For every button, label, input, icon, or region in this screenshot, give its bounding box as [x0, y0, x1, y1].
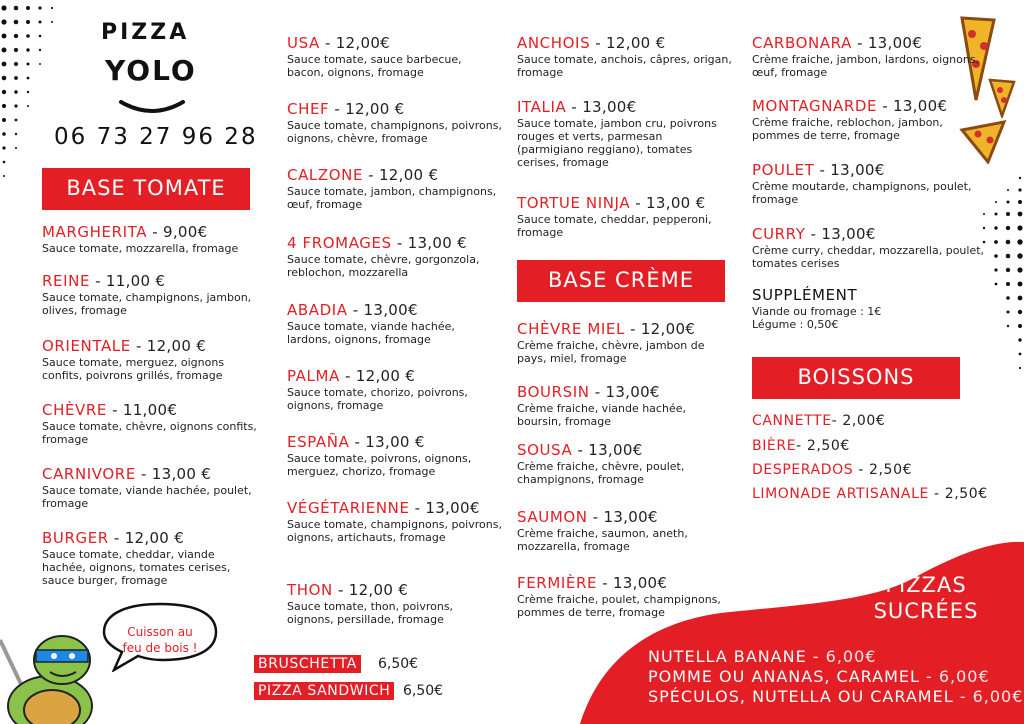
item-description: Sauce tomate, merguez, oignons confits, poivrons grillés, fromage: [42, 356, 225, 382]
item-description: Sauce tomate, chèvre, gorgonzola, reblochon, mozzarella: [287, 253, 480, 279]
bubble-text: [108, 624, 212, 656]
item-name: PALMA: [287, 367, 340, 385]
sweet-price: - 6,00€: [926, 667, 990, 686]
item-name: REINE: [42, 272, 91, 290]
menu-item: [287, 99, 502, 145]
item-price: - 12,00€: [630, 320, 696, 338]
item-price: - 13,00€: [857, 34, 923, 52]
item-name: CHÈVRE: [42, 401, 107, 419]
item-description: Sauce tomate, jambon cru, poivrons rouges et verts, parmesan (parmigiano reggiano), tomates cerises, fromage: [517, 117, 717, 169]
menu-item: [517, 193, 732, 239]
smile-icon: [117, 98, 187, 118]
item-name: SAUMON: [517, 508, 588, 526]
menu-item: [517, 97, 732, 169]
menu-item: [517, 319, 732, 365]
bubble-line-2: feu de bois !: [122, 641, 198, 655]
item-description: Sauce tomate, jambon, champignons, œuf, fromage: [287, 185, 497, 211]
extra-tag-pizza-sandwich: PIZZA SANDWICH: [254, 682, 394, 700]
item-price: - 13,00€: [882, 97, 948, 115]
menu-item: [287, 33, 502, 79]
item-name: SOUSA: [517, 441, 573, 459]
item-description: Sauce tomate, chorizo, poivrons, oignons, fromage: [287, 386, 468, 412]
sweet-name: POMME OU ANANAS, CARAMEL: [648, 667, 920, 686]
item-price: - 12,00 €: [135, 337, 207, 355]
drink-price: - 2,00€: [831, 413, 886, 429]
drink-price: - 2,50€: [934, 486, 988, 502]
drink-item: [752, 486, 988, 502]
menu-item: [752, 160, 992, 206]
menu-item: [287, 432, 502, 478]
sweet-price: - 6,00€: [812, 647, 877, 666]
menu-item: [517, 33, 732, 79]
item-price: - 13,00 €: [396, 234, 467, 252]
item-description: Sauce tomate, cheddar, pepperoni, fromage: [517, 213, 712, 239]
logo: [95, 20, 215, 120]
item-price: - 13,00€: [819, 161, 885, 179]
sweet-item: [648, 687, 1023, 706]
item-name: ORIENTALE: [42, 337, 131, 355]
drink-item: [752, 438, 850, 454]
item-description: Crème fraiche, chèvre, poulet, champignons, fromage: [517, 460, 685, 486]
sweet-item: [648, 647, 876, 666]
ninja-turtle-illustration: [0, 620, 110, 724]
menu-item: [517, 573, 732, 619]
sweet-item: [648, 667, 990, 686]
item-description: Sauce tomate, champignons, poivrons, oignons, artichauts, fromage: [287, 518, 502, 544]
supplement-line-2: Légume : 0,50€: [752, 318, 839, 331]
item-price: - 12,00 €: [368, 166, 439, 184]
pizzas-sucrees-line-2: SUCRÉES: [873, 599, 979, 623]
pizzas-sucrees-line-1: PIZZAS: [885, 573, 967, 597]
item-description: Crème fraiche, saumon, aneth, mozzarella, fromage: [517, 527, 688, 553]
item-description: Sauce tomate, mozzarella, fromage: [42, 242, 239, 255]
menu-item: [752, 33, 992, 79]
menu-item: [287, 233, 502, 279]
item-description: Sauce tomate, chèvre, oignons confits, fromage: [42, 420, 257, 446]
item-description: Sauce tomate, sauce barbecue, bacon, oignons, fromage: [287, 53, 462, 79]
item-name: MARGHERITA: [42, 223, 148, 241]
item-price: - 13,00€: [571, 98, 637, 116]
item-name: ITALIA: [517, 98, 567, 116]
menu-item: [287, 165, 502, 211]
item-price: - 13,00 €: [141, 465, 212, 483]
sweet-name: NUTELLA BANANE: [648, 647, 807, 666]
drink-item: [752, 413, 885, 429]
item-description: Crème fraiche, chèvre, jambon de pays, miel, fromage: [517, 339, 705, 365]
item-name: CALZONE: [287, 166, 364, 184]
item-name: BOURSIN: [517, 383, 590, 401]
supplement-details: [752, 305, 881, 331]
halftone-dots-right: [960, 170, 1024, 430]
extra-price-bruschetta: 6,50€: [378, 656, 419, 672]
item-description: Crème fraiche, reblochon, jambon, pommes de terre, fromage: [752, 116, 943, 142]
item-price: - 11,00€: [112, 401, 178, 419]
item-description: Sauce tomate, champignons, jambon, olives, fromage: [42, 291, 252, 317]
item-name: ABADIA: [287, 301, 348, 319]
extra-tag-bruschetta: BRUSCHETTA: [254, 655, 361, 673]
item-price: - 12,00 €: [337, 581, 409, 599]
logo-pizza-text: PIZZA: [101, 20, 190, 45]
section-base-creme: BASE CRÈME: [517, 260, 725, 302]
drink-price: - 2,50€: [858, 462, 913, 478]
item-price: - 12,00 €: [595, 34, 666, 52]
item-price: - 13,00€: [592, 508, 658, 526]
item-name: CARNIVORE: [42, 465, 136, 483]
menu-item: [42, 464, 257, 510]
item-name: THON: [287, 581, 333, 599]
sweet-price: - 6,00€: [959, 687, 1024, 706]
item-name: BURGER: [42, 529, 109, 547]
item-name: USA: [287, 34, 320, 52]
menu-item: [517, 507, 732, 553]
item-price: - 12,00 €: [113, 529, 185, 547]
menu-item: [517, 382, 732, 428]
item-description: Sauce tomate, thon, poivrons, oignons, persillade, fromage: [287, 600, 454, 626]
item-name: POULET: [752, 161, 815, 179]
item-price: - 13,00€: [352, 301, 418, 319]
item-description: Sauce tomate, viande hachée, poulet, fromage: [42, 484, 252, 510]
item-name: CARBONARA: [752, 34, 852, 52]
item-description: Crème curry, cheddar, mozzarella, poulet, tomates cerises: [752, 244, 985, 270]
item-price: - 12,00 €: [345, 367, 416, 385]
item-name: CURRY: [752, 225, 806, 243]
item-description: Crème fraiche, viande hachée, boursin, fromage: [517, 402, 686, 428]
item-name: ESPAÑA: [287, 433, 350, 451]
item-price: - 11,00 €: [95, 272, 166, 290]
menu-item: [42, 528, 257, 587]
bubble-line-1: Cuisson au: [127, 625, 193, 639]
item-name: FERMIÈRE: [517, 574, 598, 592]
item-price: - 9,00€: [152, 223, 208, 241]
item-price: - 13,00€: [594, 383, 660, 401]
section-base-tomate: BASE TOMATE: [42, 168, 250, 210]
menu-item: [42, 400, 257, 446]
drink-item: [752, 462, 912, 478]
item-name: VÉGÉTARIENNE: [287, 499, 410, 517]
item-description: Crème fraiche, poulet, champignons, pommes de terre, fromage: [517, 593, 721, 619]
menu-item: [287, 300, 502, 346]
item-description: Crème moutarde, champignons, poulet, fromage: [752, 180, 972, 206]
item-description: Sauce tomate, viande hachée, lardons, oignons, fromage: [287, 320, 455, 346]
item-price: - 12,00€: [324, 34, 391, 52]
item-name: CHÈVRE MIEL: [517, 320, 625, 338]
menu-item: [42, 222, 257, 255]
drink-name: DESPERADOS: [752, 462, 854, 478]
section-boissons: BOISSONS: [752, 357, 960, 399]
item-name: ANCHOIS: [517, 34, 591, 52]
item-description: Sauce tomate, champignons, poivrons, oignons, chèvre, fromage: [287, 119, 502, 145]
menu-item: [517, 440, 732, 486]
drink-price: - 2,50€: [796, 438, 850, 454]
item-description: Crème fraiche, jambon, lardons, oignons, œuf, fromage: [752, 53, 980, 79]
pizza-slice-icon: [988, 78, 1018, 118]
item-price: - 13,00 €: [354, 433, 425, 451]
item-description: Sauce tomate, cheddar, viande hachée, oignons, tomates cerises, sauce burger, fromage: [42, 548, 231, 587]
item-name: CHEF: [287, 100, 330, 118]
extra-price-pizza-sandwich: 6,50€: [403, 683, 444, 699]
item-name: MONTAGNARDE: [752, 97, 878, 115]
menu-item: [42, 336, 257, 382]
section-pizzas-sucrees: [858, 572, 994, 624]
menu-item: [287, 366, 502, 412]
item-name: TORTUE NINJA: [517, 194, 631, 212]
menu-item: [752, 96, 992, 142]
item-price: - 13,00€: [810, 225, 876, 243]
logo-yolo-text: YOLO: [105, 54, 197, 87]
phone-number: 06 73 27 96 28: [54, 124, 258, 150]
supplement-line-1: Viande ou fromage : 1€: [752, 305, 882, 318]
menu-item: [752, 224, 992, 270]
item-name: 4 FROMAGES: [287, 234, 392, 252]
item-price: - 13,00 €: [635, 194, 706, 212]
drink-name: LIMONADE ARTISANALE: [752, 486, 929, 502]
item-price: - 12,00 €: [334, 100, 405, 118]
menu-item: [287, 498, 502, 544]
menu-item: [42, 271, 257, 317]
item-description: Sauce tomate, anchois, câpres, origan, fromage: [517, 53, 732, 79]
item-price: - 13,00€: [414, 499, 480, 517]
item-price: - 13,00€: [602, 574, 668, 592]
drink-name: BIÈRE: [752, 438, 797, 454]
menu-item: [287, 580, 502, 626]
sweet-name: SPÉCULOS, NUTELLA OU CARAMEL: [648, 687, 954, 706]
item-price: - 13,00€: [577, 441, 643, 459]
supplement-title: SUPPLÉMENT: [752, 286, 858, 304]
item-description: Sauce tomate, poivrons, oignons, merguez, chorizo, fromage: [287, 452, 472, 478]
drink-name: CANNETTE: [752, 413, 832, 429]
